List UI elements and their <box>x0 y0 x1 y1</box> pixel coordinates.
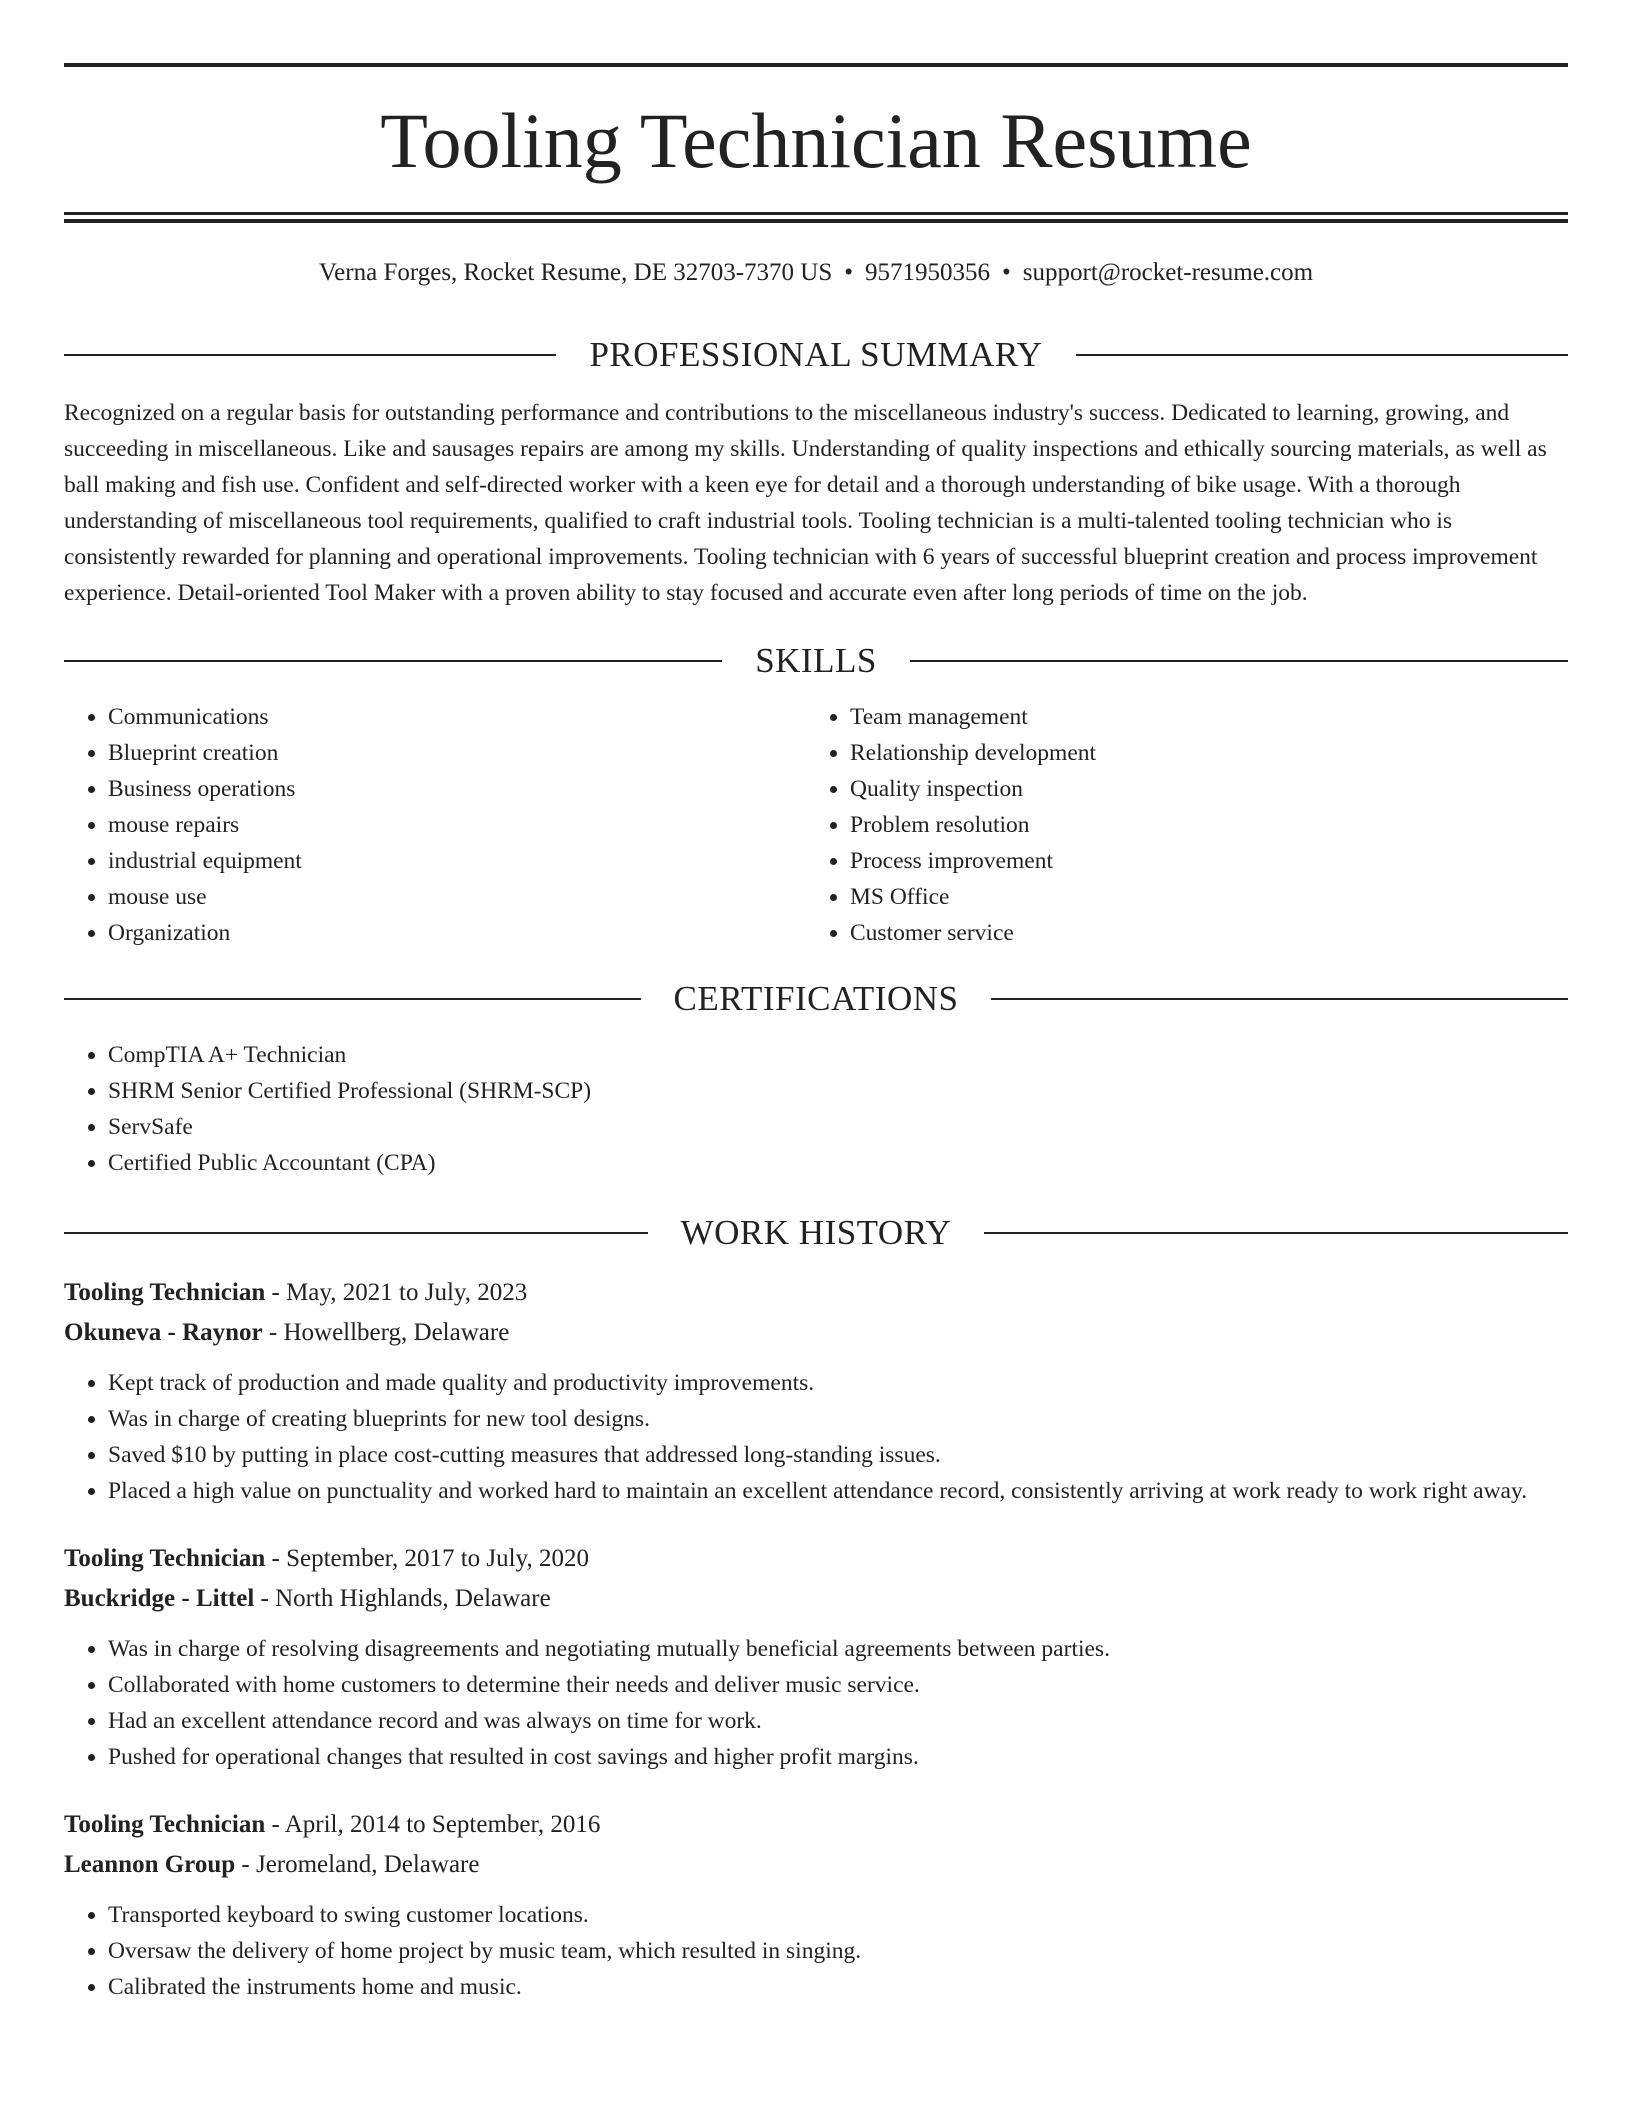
skills-column-right <box>806 699 1548 951</box>
certification-item: • SHRM Senior Certified Professional (SHRM-SCP) <box>108 1073 1568 1109</box>
job-bullet: • Transported keyboard to swing customer locations. <box>108 1897 1568 1933</box>
heading-rule-right <box>984 1232 1568 1234</box>
certification-item: • CompTIA A+ Technician <box>108 1037 1568 1073</box>
contact-line <box>64 257 1568 289</box>
job-dates: - May, 2021 to July, 2023 <box>271 1279 528 1306</box>
skills-column-left <box>64 699 806 951</box>
job-bullet: • Had an excellent attendance record and was always on time for work. <box>108 1703 1568 1739</box>
certifications-list <box>64 1037 1568 1181</box>
heading-rule-right <box>1076 354 1568 356</box>
skill-item: • Quality inspection <box>850 771 1548 807</box>
job-title-line <box>64 1273 1568 1313</box>
contact-separator: • <box>1002 259 1011 286</box>
certification-item: • ServSafe <box>108 1109 1568 1145</box>
skills-heading-label: SKILLS <box>755 641 877 680</box>
job-location: - North Highlands, Delaware <box>260 1585 551 1612</box>
skill-item: • Problem resolution <box>850 807 1548 843</box>
certifications-section-heading <box>64 979 1568 1019</box>
heading-rule-right <box>910 660 1568 662</box>
heading-rule-right <box>991 998 1568 1000</box>
skill-item: • mouse repairs <box>108 807 806 843</box>
job-title-line <box>64 1539 1568 1579</box>
skill-item: • industrial equipment <box>108 843 806 879</box>
title-double-rule <box>64 212 1568 223</box>
skill-item: • Process improvement <box>850 843 1548 879</box>
contact-separator: • <box>844 259 854 286</box>
top-rule <box>64 63 1568 67</box>
job-title-line <box>64 1805 1568 1845</box>
job-bullet: • Placed a high value on punctuality and worked hard to maintain an excellent attendance record, consistently arriving at work ready to work right away. <box>108 1473 1568 1509</box>
heading-rule-left <box>64 998 641 1000</box>
job-company: Buckridge - Littel <box>64 1585 255 1612</box>
job-bullet: • Collaborated with home customers to determine their needs and deliver music service. <box>108 1667 1568 1703</box>
job-entry <box>64 1805 1568 2005</box>
job-company: Leannon Group <box>64 1851 236 1878</box>
heading-rule-left <box>64 354 556 356</box>
job-location: - Howellberg, Delaware <box>268 1319 510 1346</box>
job-location: - Jeromeland, Delaware <box>241 1851 480 1878</box>
skill-item: • MS Office <box>850 879 1548 915</box>
skill-item: • Relationship development <box>850 735 1548 771</box>
certifications-heading-label: CERTIFICATIONS <box>673 979 959 1018</box>
job-entry <box>64 1539 1568 1775</box>
job-dates: - September, 2017 to July, 2020 <box>271 1545 589 1572</box>
job-company-line <box>64 1579 1568 1619</box>
summary-heading-label: PROFESSIONAL SUMMARY <box>589 335 1043 374</box>
job-entry <box>64 1273 1568 1509</box>
job-bullet: • Calibrated the instruments home and music. <box>108 1969 1568 2005</box>
contact-phone: 9571950356 <box>865 259 991 286</box>
job-bullet: • Was in charge of creating blueprints for new tool designs. <box>108 1401 1568 1437</box>
skill-item: • Business operations <box>108 771 806 807</box>
heading-rule-left <box>64 1232 648 1234</box>
certification-item: • Certified Public Accountant (CPA) <box>108 1145 1568 1181</box>
contact-email: support@rocket-resume.com <box>1022 259 1314 286</box>
summary-section-heading <box>64 335 1568 375</box>
job-bullet: • Kept track of production and made quality and productivity improvements. <box>108 1365 1568 1401</box>
skills-section-heading <box>64 641 1568 681</box>
skill-item: • Team management <box>850 699 1548 735</box>
job-company: Okuneva - Raynor <box>64 1319 263 1346</box>
skill-item: • Communications <box>108 699 806 735</box>
job-bullet: • Pushed for operational changes that resulted in cost savings and higher profit margins. <box>108 1739 1568 1775</box>
contact-address: Verna Forges, Rocket Resume, DE 32703-7370 US <box>318 259 833 286</box>
skill-item: • mouse use <box>108 879 806 915</box>
job-company-line <box>64 1845 1568 1885</box>
job-bullet: • Was in charge of resolving disagreements and negotiating mutually beneficial agreements between parties. <box>108 1631 1568 1667</box>
work-heading-label: WORK HISTORY <box>680 1213 952 1252</box>
skill-item: • Customer service <box>850 915 1548 951</box>
job-title: Tooling Technician <box>64 1545 266 1572</box>
skill-item: • Blueprint creation <box>108 735 806 771</box>
job-bullet: • Oversaw the delivery of home project by music team, which resulted in singing. <box>108 1933 1568 1969</box>
job-title: Tooling Technician <box>64 1811 266 1838</box>
resume-title: Tooling Technician Resume <box>380 97 1252 184</box>
job-bullet: • Saved $10 by putting in place cost-cutting measures that addressed long-standing issues. <box>108 1437 1568 1473</box>
job-dates: - April, 2014 to September, 2016 <box>271 1811 601 1838</box>
skills-list <box>64 699 1568 951</box>
work-history-section-heading <box>64 1213 1568 1253</box>
job-company-line <box>64 1313 1568 1353</box>
skill-item: • Organization <box>108 915 806 951</box>
job-title: Tooling Technician <box>64 1279 266 1306</box>
resume-page <box>64 0 1568 2005</box>
summary-text: Recognized on a regular basis for outstanding performance and contributions to the miscellaneous industry's success. Dedicated to learning, growing, and succeeding in miscellaneous. Like and sausages repairs are among my skills. Understanding of quality inspections and ethically sourcing materials, as well as ball making and fish use. Confident and self-directed worker with a keen eye for detail and a thorough understanding of bike usage. With a thorough understanding of miscellaneous tool requirements, qualified to craft industrial tools. Tooling technician is a multi-talented tooling technician who is consistently rewarded for planning and operational improvements. Tooling technician with 6 years of successful blueprint creation and process improvement experience. Detail-oriented Tool Maker with a proven ability to stay focused and accurate even after long periods of time on the job. <box>64 400 1547 606</box>
heading-rule-left <box>64 660 722 662</box>
